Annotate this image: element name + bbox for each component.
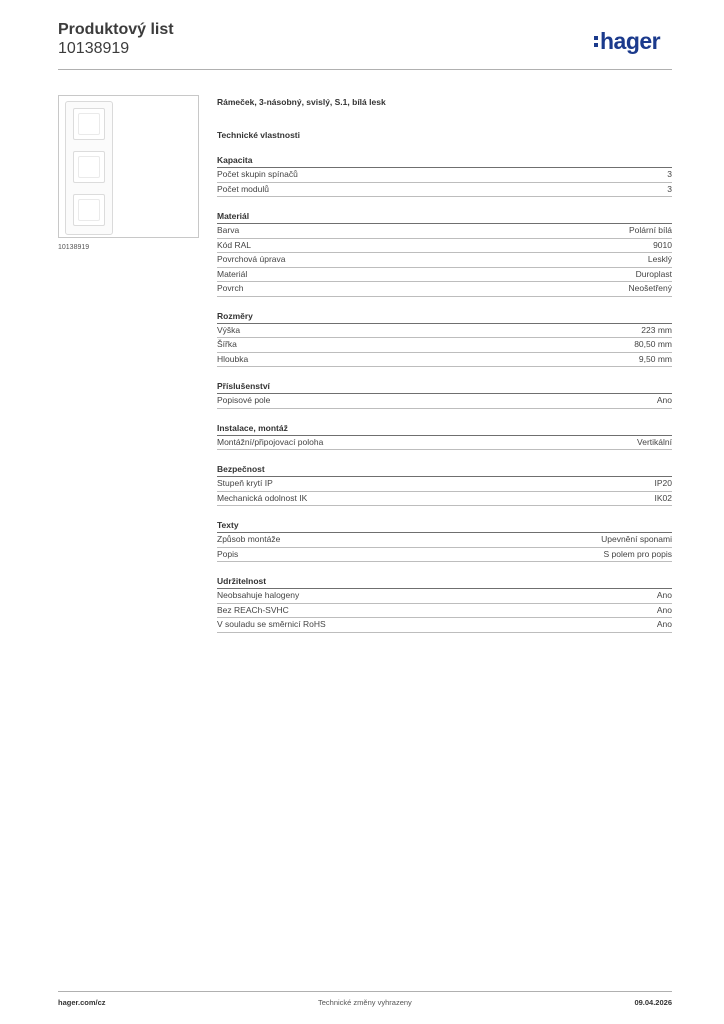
spec-value: S polem pro popis: [603, 548, 672, 559]
spec-row: [217, 324, 672, 339]
spec-value: 3: [667, 169, 672, 179]
spec-row: [217, 183, 672, 198]
spec-group: [217, 518, 672, 562]
spec-value: IP20: [654, 478, 672, 488]
spec-label: Povrchová úprava: [217, 254, 286, 264]
section-title: Technické vlastnosti: [217, 130, 300, 140]
frame-opening: [73, 108, 105, 140]
spec-value: Polární bílá: [629, 225, 672, 235]
spec-value: Ano: [656, 395, 672, 405]
spec-value: Ano: [656, 619, 672, 629]
spec-value: 80,50 mm: [634, 339, 672, 349]
spec-group-title: Materiál: [217, 209, 672, 224]
logo-text: hager: [600, 28, 661, 54]
spec-label: Kód RAL: [217, 239, 252, 250]
spec-label: Počet modulů: [217, 183, 269, 194]
spec-value: 9010: [653, 239, 672, 250]
spec-label: Způsob montáže: [217, 534, 281, 544]
spec-label: Popisové pole: [217, 395, 271, 405]
footer-website: hager.com/cz: [58, 998, 106, 1007]
spec-row: [217, 604, 672, 619]
spec-label: Stupeň krytí IP: [217, 478, 273, 488]
frame-opening: [73, 151, 105, 183]
spec-value: 223 mm: [641, 324, 672, 335]
spec-row: [217, 282, 672, 297]
spec-groups: [217, 153, 672, 633]
spec-label: V souladu se směrnicí RoHS: [217, 619, 326, 629]
page-title: Produktový list: [58, 21, 174, 38]
spec-label: Barva: [217, 225, 240, 235]
spec-row: [217, 253, 672, 268]
spec-group: [217, 309, 672, 368]
spec-group: [217, 574, 672, 633]
spec-row: [217, 168, 672, 183]
specifications: [217, 96, 672, 633]
spec-group-title: Kapacita: [217, 153, 672, 168]
spec-value: Upevnění sponami: [601, 534, 672, 544]
spec-group: [217, 421, 672, 451]
product-name: Rámeček, 3-násobný, svislý, S.1, bílá lesk: [217, 97, 386, 107]
spec-label: Mechanická odolnost IK: [217, 492, 308, 503]
spec-row: [217, 239, 672, 254]
logo-dots-icon: [594, 36, 598, 50]
spec-row: [217, 589, 672, 604]
header-divider: [58, 69, 672, 70]
frame-3-gang-icon: [65, 101, 113, 235]
spec-row: [217, 436, 672, 451]
spec-group-title: Příslušenství: [217, 379, 672, 394]
product-image: [58, 95, 199, 238]
spec-label: Popis: [217, 548, 239, 559]
spec-group-title: Texty: [217, 518, 672, 533]
spec-value: Ano: [656, 590, 672, 600]
spec-value: Duroplast: [635, 268, 672, 279]
spec-row: [217, 548, 672, 563]
spec-group: [217, 153, 672, 197]
spec-value: IK02: [654, 492, 672, 503]
spec-group-title: Rozměry: [217, 309, 672, 324]
frame-opening: [73, 194, 105, 226]
spec-label: Výška: [217, 324, 241, 335]
spec-label: Materiál: [217, 268, 248, 279]
spec-label: Hloubka: [217, 353, 249, 364]
spec-group: [217, 209, 672, 297]
footer-date: 09.04.2026: [634, 998, 672, 1007]
spec-row: [217, 394, 672, 409]
hager-logo: [594, 28, 674, 56]
spec-row: [217, 353, 672, 368]
spec-label: Neobsahuje halogeny: [217, 590, 300, 600]
image-caption: 10138919: [58, 244, 90, 251]
spec-label: Montážní/připojovací poloha: [217, 436, 324, 447]
footer-disclaimer: Technické změny vyhrazeny: [318, 998, 412, 1007]
spec-value: 3: [667, 183, 672, 194]
spec-row: [217, 268, 672, 283]
spec-group-title: Instalace, montáž: [217, 421, 672, 436]
spec-label: Počet skupin spínačů: [217, 169, 298, 179]
spec-group: [217, 379, 672, 409]
spec-value: 9,50 mm: [638, 353, 672, 364]
spec-value: Vertikální: [637, 436, 672, 447]
spec-group-title: Bezpečnost: [217, 462, 672, 477]
spec-value: Lesklý: [647, 254, 672, 264]
footer-divider: [58, 991, 672, 992]
spec-row: [217, 477, 672, 492]
spec-label: Bez REACh-SVHC: [217, 604, 289, 615]
spec-row: [217, 533, 672, 548]
spec-group: [217, 462, 672, 506]
spec-row: [217, 224, 672, 239]
spec-label: Povrch: [217, 283, 244, 293]
spec-value: Ano: [656, 604, 672, 615]
spec-row: [217, 618, 672, 633]
spec-group-title: Udržitelnost: [217, 574, 672, 589]
spec-row: [217, 492, 672, 507]
spec-value: Neošetřený: [628, 283, 672, 293]
product-number: 10138919: [58, 40, 130, 57]
spec-label: Šířka: [217, 339, 237, 349]
spec-row: [217, 338, 672, 353]
